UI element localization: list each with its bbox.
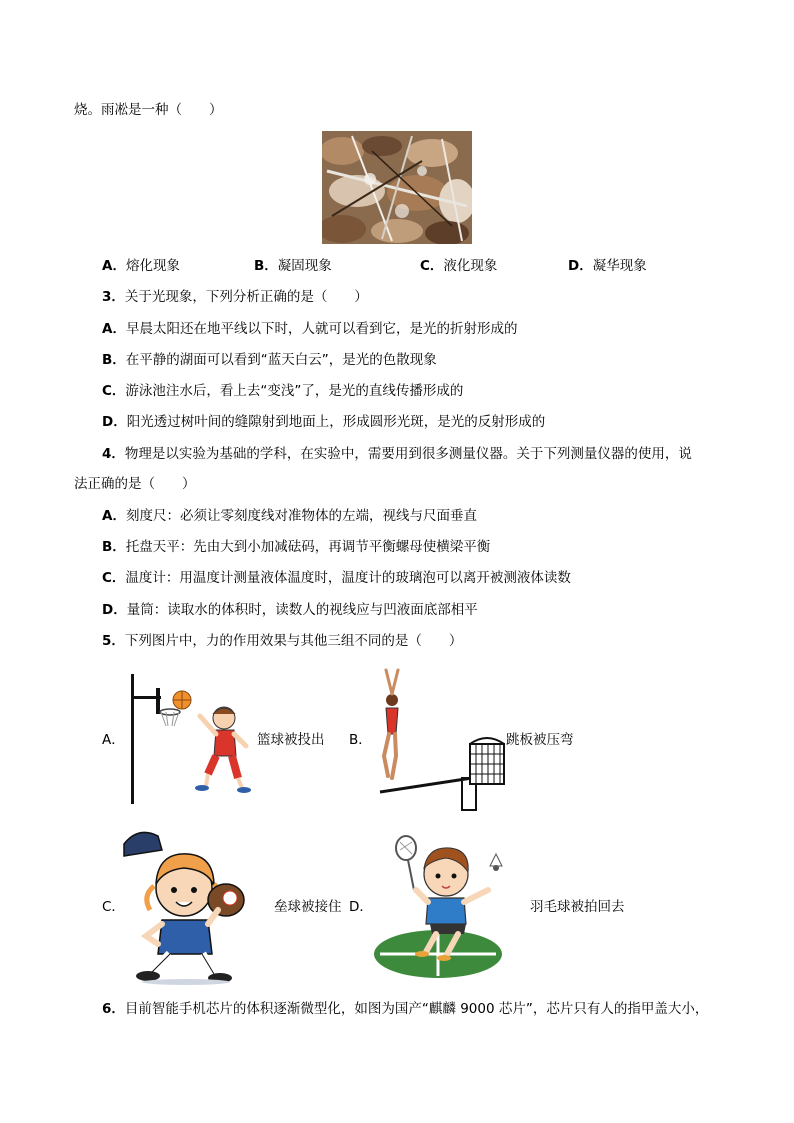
q2-option-b-letter: B． bbox=[254, 258, 278, 274]
q4-option-c-text: 温度计：用温度计测量液体温度时，温度计的玻璃泡可以离开被测液体读数 bbox=[125, 570, 571, 586]
basketball-shot-image bbox=[128, 674, 256, 804]
q5-option-d-letter: D． bbox=[349, 899, 373, 915]
q3-option-c-letter: C． bbox=[102, 383, 126, 399]
q2-option-d-text: 凝华现象 bbox=[592, 258, 647, 274]
q3-option-d bbox=[102, 413, 545, 431]
q3-option-a-letter: A． bbox=[102, 321, 126, 337]
q2-option-d bbox=[568, 257, 647, 275]
question-5-stem bbox=[102, 632, 462, 650]
q3-option-b-text: 在平静的湖面可以看到“蓝天白云”，是光的色散现象 bbox=[125, 352, 437, 368]
q4-option-a bbox=[102, 507, 477, 525]
q4-option-d-letter: D． bbox=[102, 602, 127, 618]
q2-option-c-text: 液化现象 bbox=[443, 258, 498, 274]
diving-board-image bbox=[372, 664, 508, 812]
q5-option-d-caption: 羽毛球被拍回去 bbox=[530, 899, 625, 915]
q2-option-c-letter: C． bbox=[420, 258, 444, 274]
q4-option-a-letter: A． bbox=[102, 508, 126, 524]
q3-option-d-letter: D． bbox=[102, 414, 127, 430]
q2-option-b bbox=[254, 257, 332, 275]
q3-option-c bbox=[102, 382, 463, 400]
question-4-stem-line2: 法正确的是（ ） bbox=[74, 476, 196, 492]
q3-option-d-text: 阳光透过树叶间的缝隙射到地面上，形成圆形光斑，是光的反射形成的 bbox=[126, 414, 546, 430]
question-3-number: 3． bbox=[102, 289, 125, 305]
question-5-text: 下列图片中，力的作用效果与其他三组不同的是（ ） bbox=[124, 633, 463, 649]
freezing-rain-photo bbox=[322, 131, 472, 244]
q4-option-b-text: 托盘天平：先由大到小加减砝码，再调节平衡螺母使横梁平衡 bbox=[125, 539, 491, 555]
q4-option-b bbox=[102, 538, 490, 556]
q4-option-c-letter: C． bbox=[102, 570, 126, 586]
q3-option-c-text: 游泳池注水后，看上去“变浅”了，是光的直线传播形成的 bbox=[125, 383, 464, 399]
q5-option-a-letter: A． bbox=[102, 732, 125, 748]
q2-option-a bbox=[102, 257, 180, 275]
question-6-stem bbox=[102, 1000, 708, 1018]
question-4-text-line1: 物理是以实验为基础的学科，在实验中，需要用到很多测量仪器。关于下列测量仪器的使用，说 bbox=[124, 446, 692, 462]
question-3-stem bbox=[102, 288, 368, 306]
q5-option-b-letter: B． bbox=[349, 732, 372, 748]
q5-option-c-caption: 垒球被接住 bbox=[274, 899, 342, 915]
q5-option-a-caption: 篮球被投出 bbox=[257, 732, 325, 748]
question-3-text: 关于光现象，下列分析正确的是（ ） bbox=[124, 289, 368, 305]
question-4-stem-line1 bbox=[102, 445, 692, 463]
q4-option-c bbox=[102, 569, 571, 587]
question-4-number: 4． bbox=[102, 446, 125, 462]
q4-option-d bbox=[102, 601, 478, 619]
q3-option-b bbox=[102, 351, 437, 369]
softball-catch-image bbox=[118, 826, 270, 986]
question-6-number: 6． bbox=[102, 1001, 125, 1017]
q3-option-a-text: 早晨太阳还在地平线以下时，人就可以看到它，是光的折射形成的 bbox=[125, 321, 518, 337]
question-5-number: 5． bbox=[102, 633, 125, 649]
q2-option-d-letter: D． bbox=[568, 258, 593, 274]
q2-option-a-letter: A． bbox=[102, 258, 126, 274]
question-2-stem-tail: 烧。雨凇是一种（ ） bbox=[74, 102, 223, 118]
question-6-text: 目前智能手机芯片的体积逐渐微型化，如图为国产“麒麟 9000 芯片”，芯片只有人的指甲盖大小， bbox=[124, 1001, 709, 1017]
q2-option-a-text: 熔化现象 bbox=[125, 258, 180, 274]
q4-option-d-text: 量筒：读取水的体积时，读数人的视线应与凹液面底部相平 bbox=[126, 602, 478, 618]
q2-option-c bbox=[420, 257, 497, 275]
badminton-image bbox=[372, 828, 528, 982]
q3-option-b-letter: B． bbox=[102, 352, 126, 368]
q3-option-a bbox=[102, 320, 517, 338]
q5-option-b-caption: 跳板被压弯 bbox=[506, 732, 574, 748]
q4-option-b-letter: B． bbox=[102, 539, 126, 555]
q5-option-c-letter: C． bbox=[102, 899, 125, 915]
q2-option-b-text: 凝固现象 bbox=[277, 258, 332, 274]
q4-option-a-text: 刻度尺：必须让零刻度线对准物体的左端，视线与尺面垂直 bbox=[125, 508, 477, 524]
